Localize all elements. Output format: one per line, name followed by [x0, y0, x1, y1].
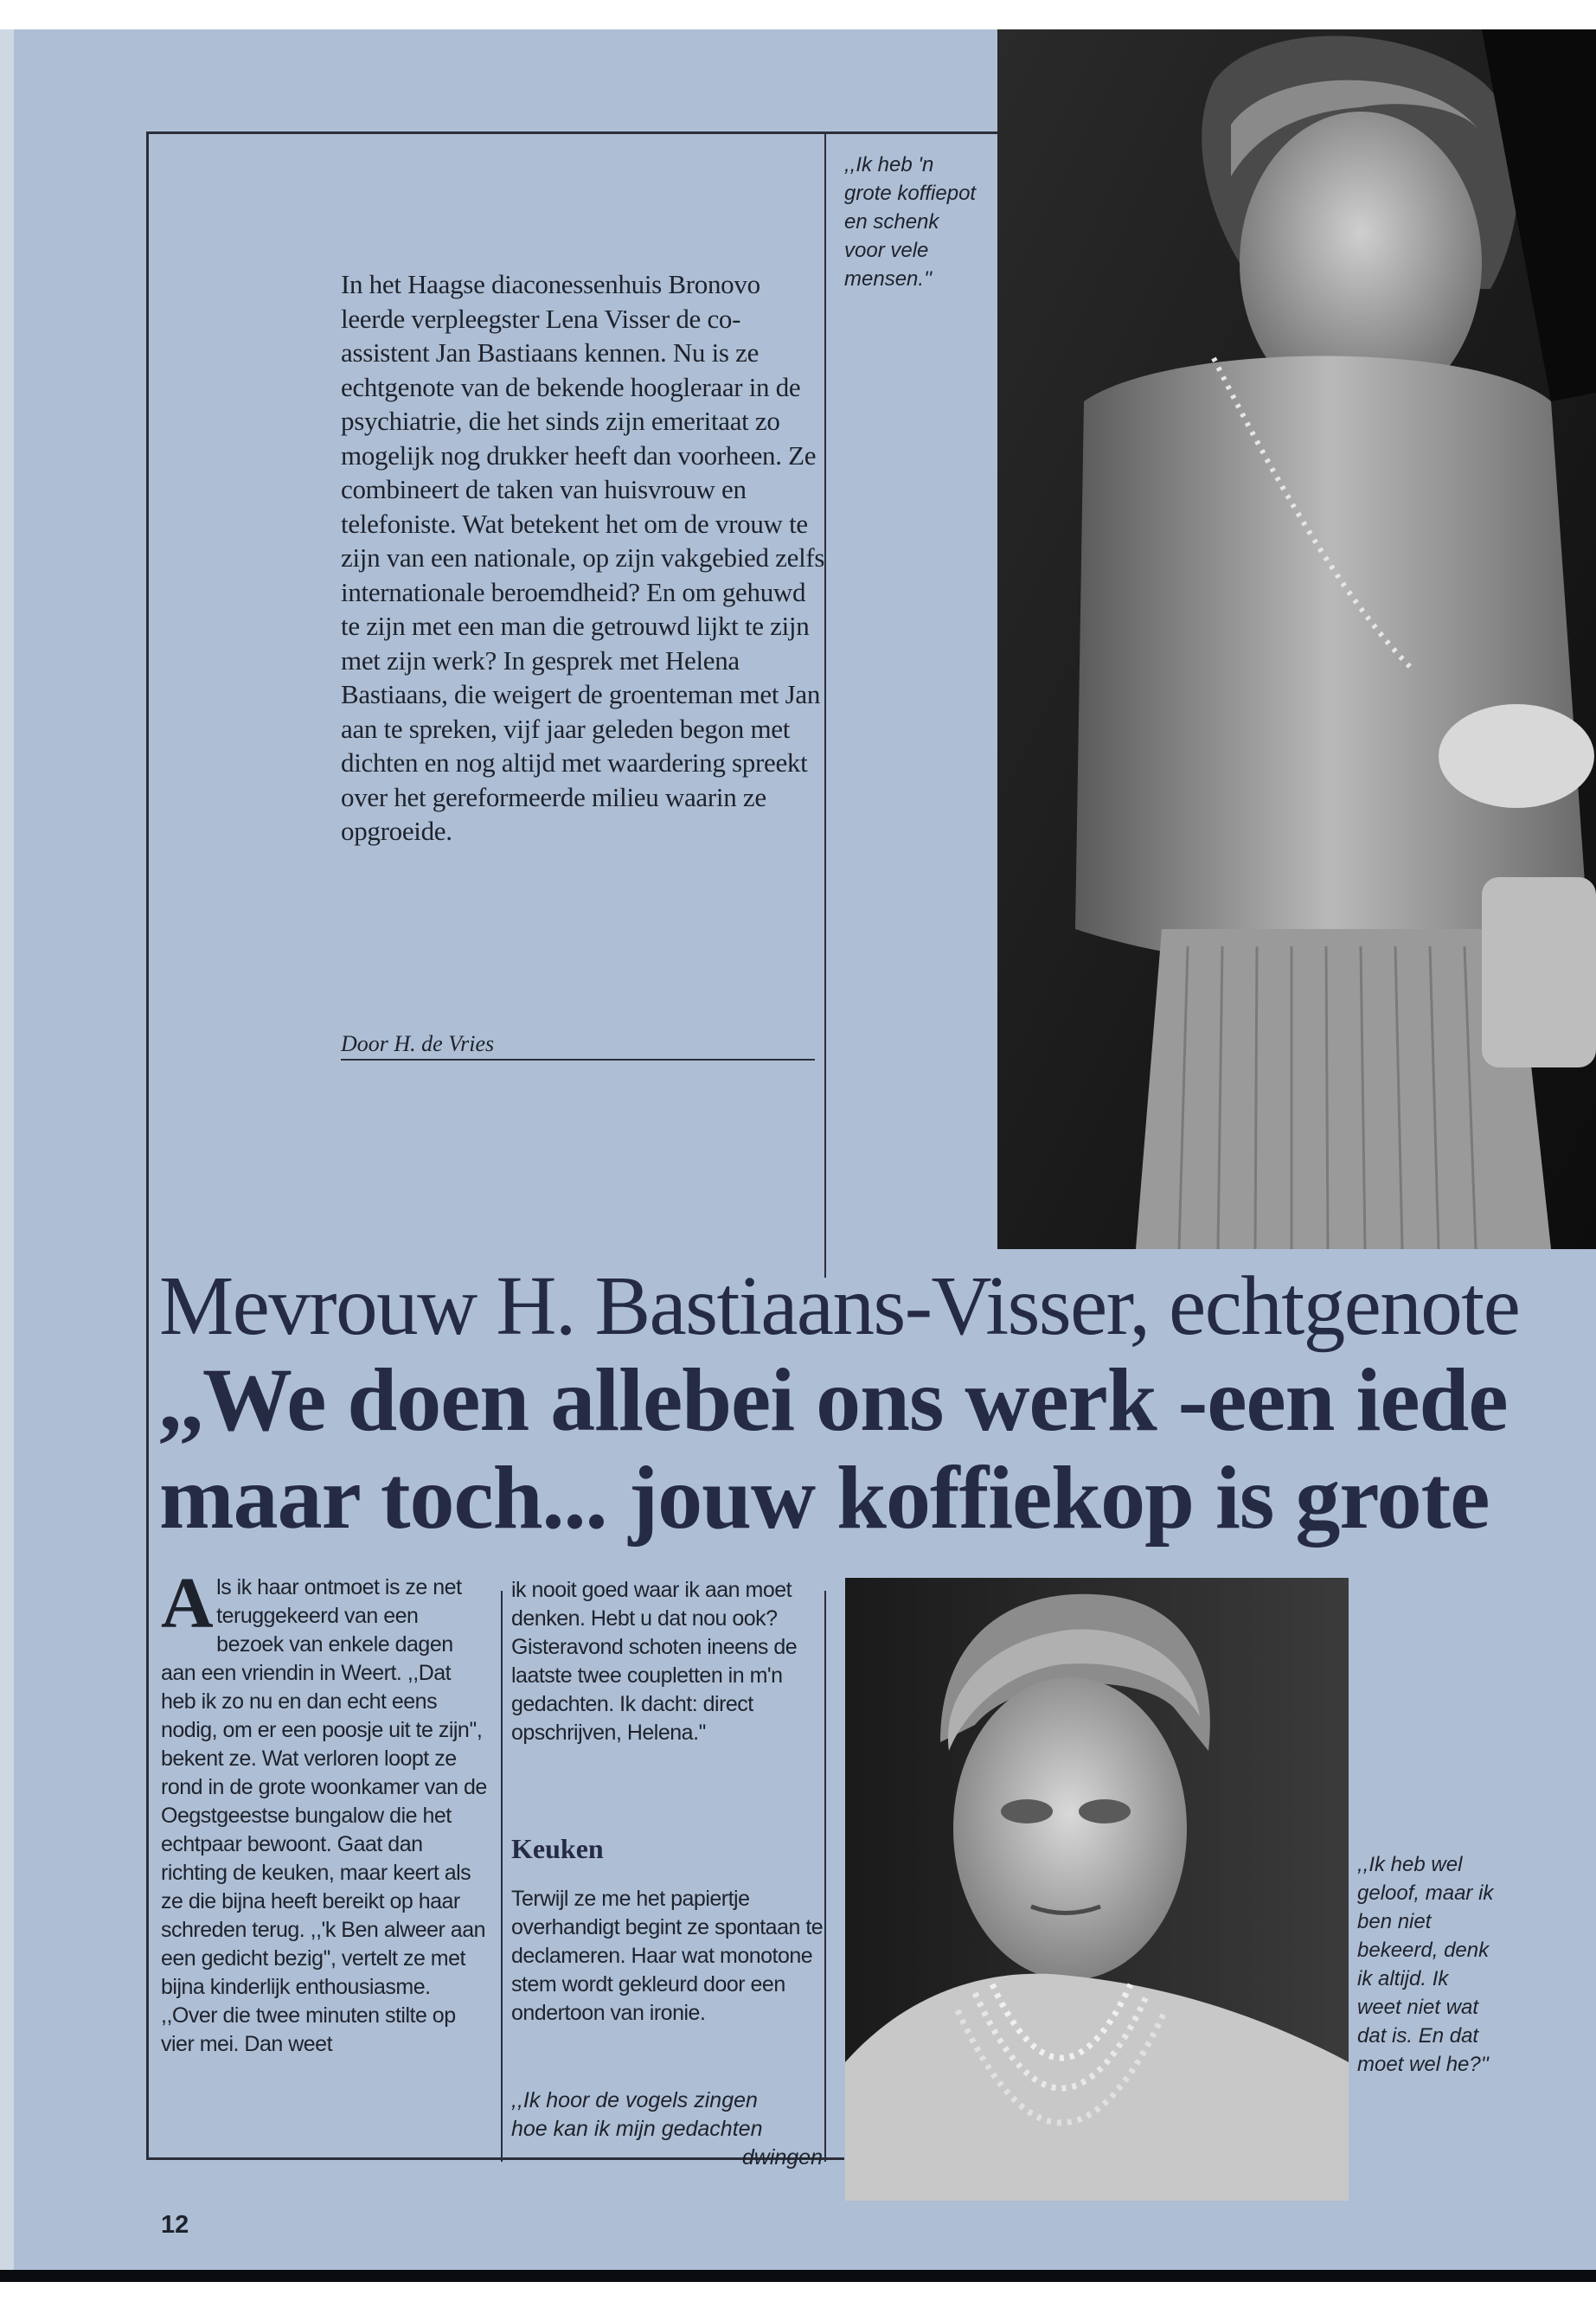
magazine-page [14, 29, 1596, 2270]
photo-woman-in-kitchen-image [997, 29, 1596, 1249]
byline: Door H. de Vries [341, 1031, 495, 1056]
photo-portrait [845, 1578, 1349, 2201]
page-left-edge [0, 29, 14, 2270]
poem-line-1: ,,Ik hoor de vogels zingen [511, 2088, 758, 2112]
pull-quote-bottom: ,,Ik heb wel geloof, maar ik ben niet bekeerd, denk ik altijd. Ik weet niet wat dat is. En dat moet wel he?'' [1357, 1853, 1494, 2076]
headline-line-1: Mevrouw H. Bastiaans-Visser, echtgenote [159, 1259, 1520, 1352]
poem-excerpt [511, 2086, 823, 2172]
article-column-2-top: ik nooit goed waar ik aan moet denken. Hebt u dat nou ook? Gisteravond schoten ineens de laatste twee coupletten in m'n gedachten. Ik dacht: direct opschrijven, Helena.'' [511, 1578, 798, 1745]
bottom-band [0, 2270, 1596, 2282]
intro-paragraph: In het Haagse diaconessenhuis Bronovo leerde verpleegster Lena Visser de co-assistent Jan Bastiaans kennen. Nu is ze echtgenote van de bekende hoogleraar in de psychiatrie, die het sinds zijn emeritaat zo mogelijk nog drukker heeft dan voorheen. Ze combineert de taken van huisvrouw en telefoniste. Wat betekent het om de vrouw te zijn van een nationale, op zijn vakgebied zelfs internationale beroemdheid? En om gehuwd te zijn met een man die getrouwd lijkt te zijn met zijn werk? In gesprek met Helena Bastiaans, die weigert de groenteman met Jan aan te spreken, vijf jaar geleden begon met dichten en nog altijd met waardering spreekt over het gereformeerde milieu waarin ze opgroeide. [341, 269, 825, 846]
page-number: 12 [161, 2211, 189, 2239]
headline-line-2: ,,We doen allebei ons werk -een iede [159, 1350, 1508, 1450]
photo-woman-in-kitchen [997, 29, 1596, 1249]
article-column-2-bottom: Terwijl ze me het papiertje overhandigt begint ze spontaan te declameren. Haar wat monotone stem wordt gekleurd door een ondertoon van ironie. [511, 1887, 824, 2025]
column-rule-middle [501, 1591, 503, 2162]
photo-portrait-image [845, 1578, 1349, 2201]
subhead-keuken: Keuken [511, 1833, 604, 1864]
poem-line-3: dwingen [741, 2145, 823, 2170]
article-column-1 [161, 1563, 490, 2059]
drop-cap: A [161, 1563, 214, 1644]
headline-line-3: maar toch... jouw koffiekop is grote [159, 1448, 1490, 1548]
byline-rule [341, 1059, 815, 1061]
article-column-1-text: ls ik haar ontmoet is ze net teruggekeerd van een bezoek van enkele dagen aan een vriendin in Weert. ,,Dat heb ik zo nu en dan echt eens nodig, om er een poosje uit te zijn'', bekent ze. Wat verloren loopt ze rond in de grote woonkamer van de Oegstgeestse bungalow die het echtpaar bewoont. Gaat dan richting de keuken, maar keert als ze die bijna heeft bereikt op haar schreden terug. ,,'k Ben alweer aan een gedicht bezig'', vertelt ze met bijna kinderlijk enthousiasme. ,,Over die twee minuten stilte op vier mei. Dan weet [161, 1575, 487, 2056]
poem-line-2: hoe kan ik mijn gedachten [511, 2117, 763, 2141]
left-rule [146, 131, 149, 2160]
pull-quote-top: ,,Ik heb 'n grote koffiepot en schenk voor vele mensen.'' [844, 153, 977, 291]
top-rule [146, 131, 1000, 134]
